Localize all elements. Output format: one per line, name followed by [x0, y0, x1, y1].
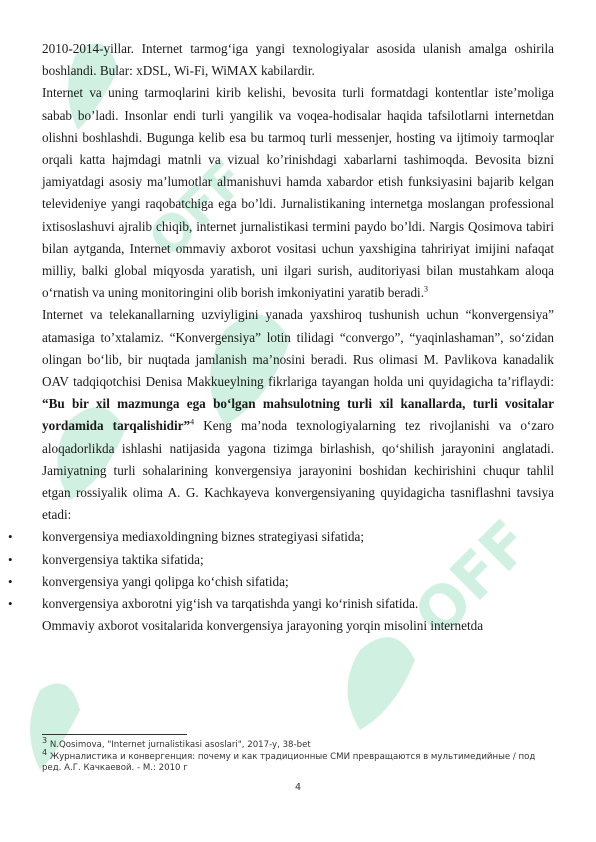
paragraph-3-end: Keng ma’noda texnologiyalarning tez rivojlanishi va o‘zaro aloqadorlikda ishlashi natijasida yagona tizimga birlashish, qo‘shilish jarayonini anglatadi. Jamiyatning turli sohalarining konvergensiya jarayonini boshidan kechirishini chuqur tahlil etgan rossiyalik olima A. G. Kachkayeva konvergensiyaning quyidagicha tasniflashni tavsiya etadi:	[42, 418, 554, 523]
paragraph-2-text: Internet va uning tarmoqlarini kirib kelishi, bevosita turli formatdagi kontentlar iste’moliga sabab bo’ladi. Insonlar endi turli yangilik va voqea-hodisalar haqida tafsilotlarni internetdan olishni boshlashdi. Bugunga kelib esa bu tarmoq turli messenjer, hosting va ijtimoiy tarmoqlar orqali katta hajmdagi matnli va vizual ko’rinishdagi xabarlarni tashimoqda. Bevosita bizni jamiyatdagi asosiy ma’lumotlar almanishuvi hamda xabardor etish funksiyasini bajarib kelgan televideniye yangi raqobatchiga ega bo’ldi. Jurnalistikaning internetga moslangan professional ixtisoslashuvi ajralib chiqib, internet jurnalistikasi termini paydo bo’ldi. Nargis Qosimova tabiri bilan aytganda, Internet ommaviy axborot vositasi uchun yaxshigina tahririyat imijini nafaqat milliy, balki global miqyosda yaratish, uni ilgari surish, auditoriyasi bilan mustahkam aloqa o‘rnatish va uning monitoringini olib borish imkoniyatini yaratib beradi.	[42, 85, 554, 301]
svg-text:OFF: OFF	[137, 149, 257, 269]
bullet-list	[8, 526, 554, 615]
paragraph-3	[42, 304, 554, 526]
bullet-icon: •	[8, 596, 13, 612]
list-item: • konvergensiya yangi qolipga ko‘chish sifatida;	[42, 571, 554, 593]
body-text	[8, 38, 554, 637]
footnotes	[42, 736, 557, 775]
paragraph-3-start: Internet va telekanallarning uzviyligini yanada yaxshiroq tushunish uchun “konvergensiya” atamasiga to’xtalamiz. “Konvergensiya” lotin tilidagi “convergo”, “yaqinlashaman”, so‘zidan olingan bo‘lib, bir nuqtada jamlanish ma’nosini beradi. Rus olimasi M. Pavlikova kanadalik OAV tadqiqotchisi Denisa Makkueylning fikrlariga tayangan holda uni quyidagicha ta’riflaydi:	[42, 307, 554, 390]
footnote-3: $^3$ N.Qosimova, "Internet jurnalistikasi asoslari", 2017-y, 38-bet	[42, 736, 311, 750]
list-item: • konvergensiya mediaxoldingning biznes strategiyasi sifatida;	[42, 526, 554, 548]
paragraph-4: Ommaviy axborot vositalarida konvergensiya jarayoning yorqin misolini internetda	[42, 618, 484, 634]
paragraph-1: 2010-2014-yillar. Internet tarmog‘iga yangi texnologiyalar asosida ulanish amalga oshirila boshlandi. Bular: xDSL, Wi-Fi, WiMAX kabilardir.	[42, 41, 554, 79]
footnote-ref-3[interactable]: 3	[424, 284, 429, 294]
paragraph-2	[42, 82, 554, 304]
watermark-text: OFF	[401, 507, 545, 651]
page-number: 4	[294, 782, 302, 793]
bullet-icon: •	[8, 551, 13, 567]
definition-quote: “Bu bir xil mazmunga ega bo‘lgan mahsulotning turli xil kanallarda, turli vositalar yordamida tarqalishidir”	[42, 396, 554, 434]
bullet-icon: •	[8, 573, 13, 589]
list-item: • konvergensiya taktika sifatida;	[42, 549, 554, 571]
footnote-ref-4[interactable]: 4	[190, 418, 195, 428]
footnote-4: $^4$ Журналистика и конвергенция: почему и как традиционные СМИ превращаются в мультимедийные / под ред. А.Г. Качкаевой. - М.: 2010 г	[42, 747, 536, 773]
bullet-icon: •	[8, 529, 13, 545]
list-item: • konvergensiya axborotni yig‘ish va tarqatishda yangi ko‘rinish sifatida.	[42, 593, 554, 615]
footnote-divider	[42, 734, 187, 735]
